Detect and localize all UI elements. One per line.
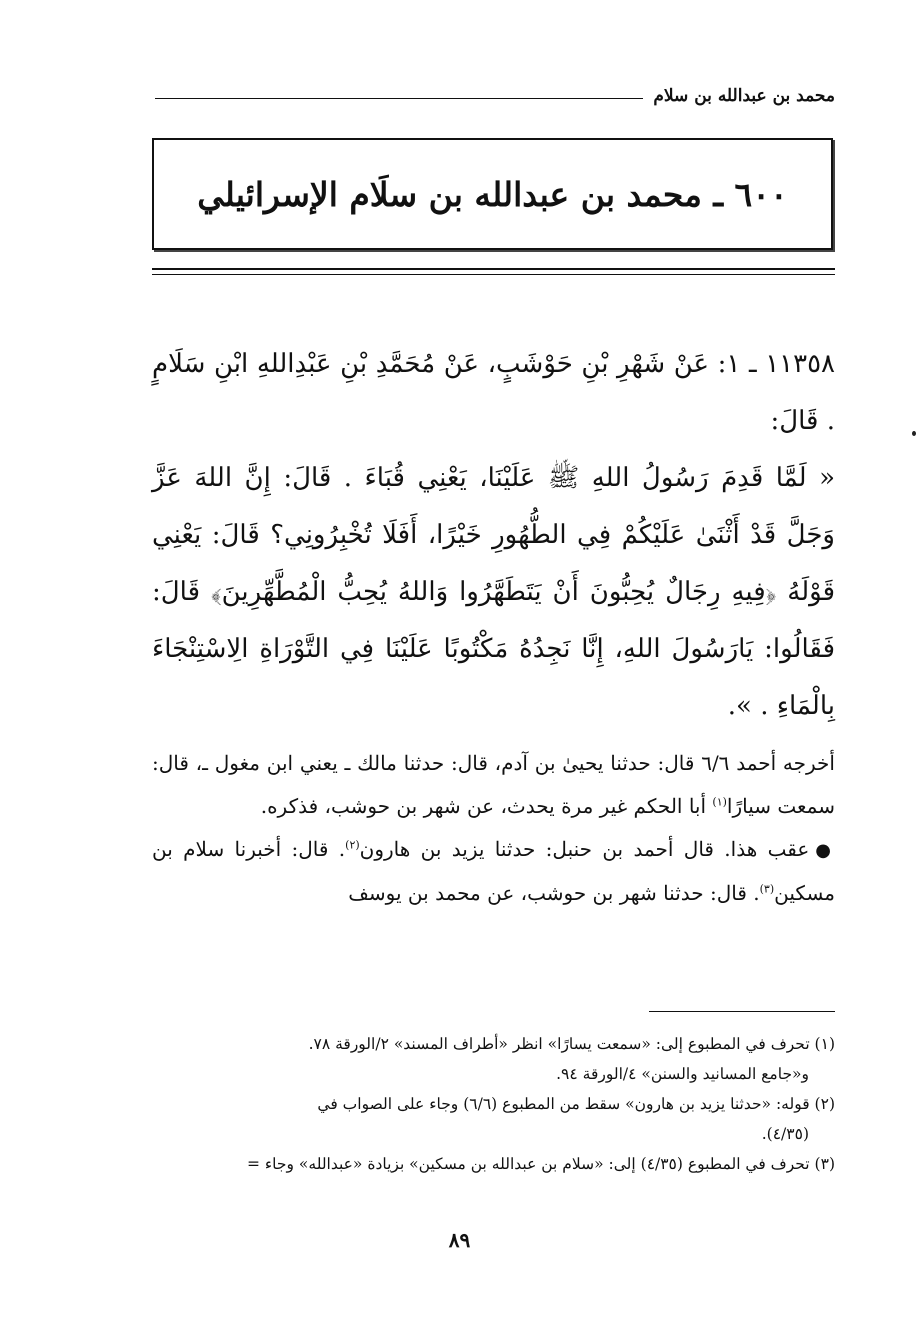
footnote-ref-1: (١) <box>712 795 727 809</box>
footnote-3-line-1: (٣) تحرف في المطبوع (٤/٣٥) إلى: «سلام بن عبدالله بن مسكين» بزيادة «عبدالله» وجاء = <box>246 1155 835 1173</box>
hadith-text <box>152 336 835 735</box>
footnote-2-line-1: (٢) قوله: «حدثنا يزيد بن هارون» سقط من المطبوع (٦/٦) وجاء على الصواب في <box>317 1095 835 1113</box>
hadith-matn: « لَمَّا قَدِمَ رَسُولُ اللهِ ﷺ عَلَيْنَا، يَعْنِي قُبَاءَ . قَالَ: إِنَّ اللهَ عَزَّ وَجَلَّ قَدْ أَثْنَىٰ عَلَيْكُمْ فِي الطُّهُورِ خَيْرًا، أَفَلَا تُخْبِرُونِي؟ قَالَ: يَعْنِي قَوْلَهُ ﴿فِيهِ رِجَالٌ يُحِبُّونَ أَنْ يَتَطَهَّرُوا وَاللهُ يُحِبُّ الْمُطَّهِّرِينَ﴾ قَالَ: فَقَالُوا: يَارَسُولَ اللهِ، إِنَّا نَجِدُهُ مَكْتُوبًا عَلَيْنَا فِي التَّوْرَاةِ الِاسْتِنْجَاءَ بِالْمَاءِ . ». <box>152 463 835 721</box>
footnote-ref-3: (٣) <box>759 882 775 896</box>
title-rule-thin <box>152 274 835 275</box>
chapter-title: ٦٠٠ ـ محمد بن عبدالله بن سلَام الإسرائيلي <box>197 174 788 214</box>
chapter-title-box <box>152 138 833 250</box>
takhrij-p2-text-b: . قال: أخبرنا سلام بن مسكين <box>152 837 835 905</box>
takhrij-paragraph-2 <box>152 828 835 915</box>
footnote-2-line-2: (٤/٣٥). <box>761 1125 809 1143</box>
takhrij-p1-text-b: أبا الحكم غير مرة يحدث، عن شهر بن حوشب، فذكره. <box>260 794 713 818</box>
page-number: ٨٩ <box>448 1228 471 1252</box>
footnote-1-line-1: (١) تحرف في المطبوع إلى: «سمعت يسارًا» انظر «أطراف المسند» ٢/الورقة ٧٨. <box>308 1035 835 1053</box>
bullet-icon: ● <box>815 840 835 861</box>
takhrij-paragraph-1 <box>152 742 835 828</box>
hadith-isnad: ١١٣٥٨ ـ ١: عَنْ شَهْرِ بْنِ حَوْشَبٍ، عَنْ مُحَمَّدِ بْنِ عَبْدِاللهِ ابْنِ سَلَامٍ . قَالَ: <box>152 349 836 436</box>
takhrij-p2-text-a: عقب هذا. قال أحمد بن حنبل: حدثنا يزيد بن هارون <box>359 837 810 861</box>
title-rule-thick <box>152 268 835 270</box>
takhrij-p2-text-c: . قال: حدثنا شهر بن حوشب، عن محمد بن يوسف <box>348 881 760 905</box>
takhrij-section <box>152 742 835 915</box>
takhrij-p1-text-a: أخرجه أحمد ٦/٦ قال: حدثنا يحيىٰ بن آدم، قال: حدثنا مالك ـ يعني ابن مغول ـ، قال: سمعت سيارًا <box>152 751 835 818</box>
footnotes-list <box>148 1030 835 1180</box>
running-head-text: محمد بن عبدالله بن سلام <box>653 86 835 106</box>
footnote-ref-2: (٢) <box>345 838 360 852</box>
running-head-rule <box>155 98 643 99</box>
running-head <box>155 86 835 112</box>
footnote-1-line-2: و«جامع المسانيد والسنن» ٤/الورقة ٩٤. <box>556 1065 809 1083</box>
footnote-separator <box>649 1011 835 1012</box>
margin-dot <box>912 431 916 436</box>
